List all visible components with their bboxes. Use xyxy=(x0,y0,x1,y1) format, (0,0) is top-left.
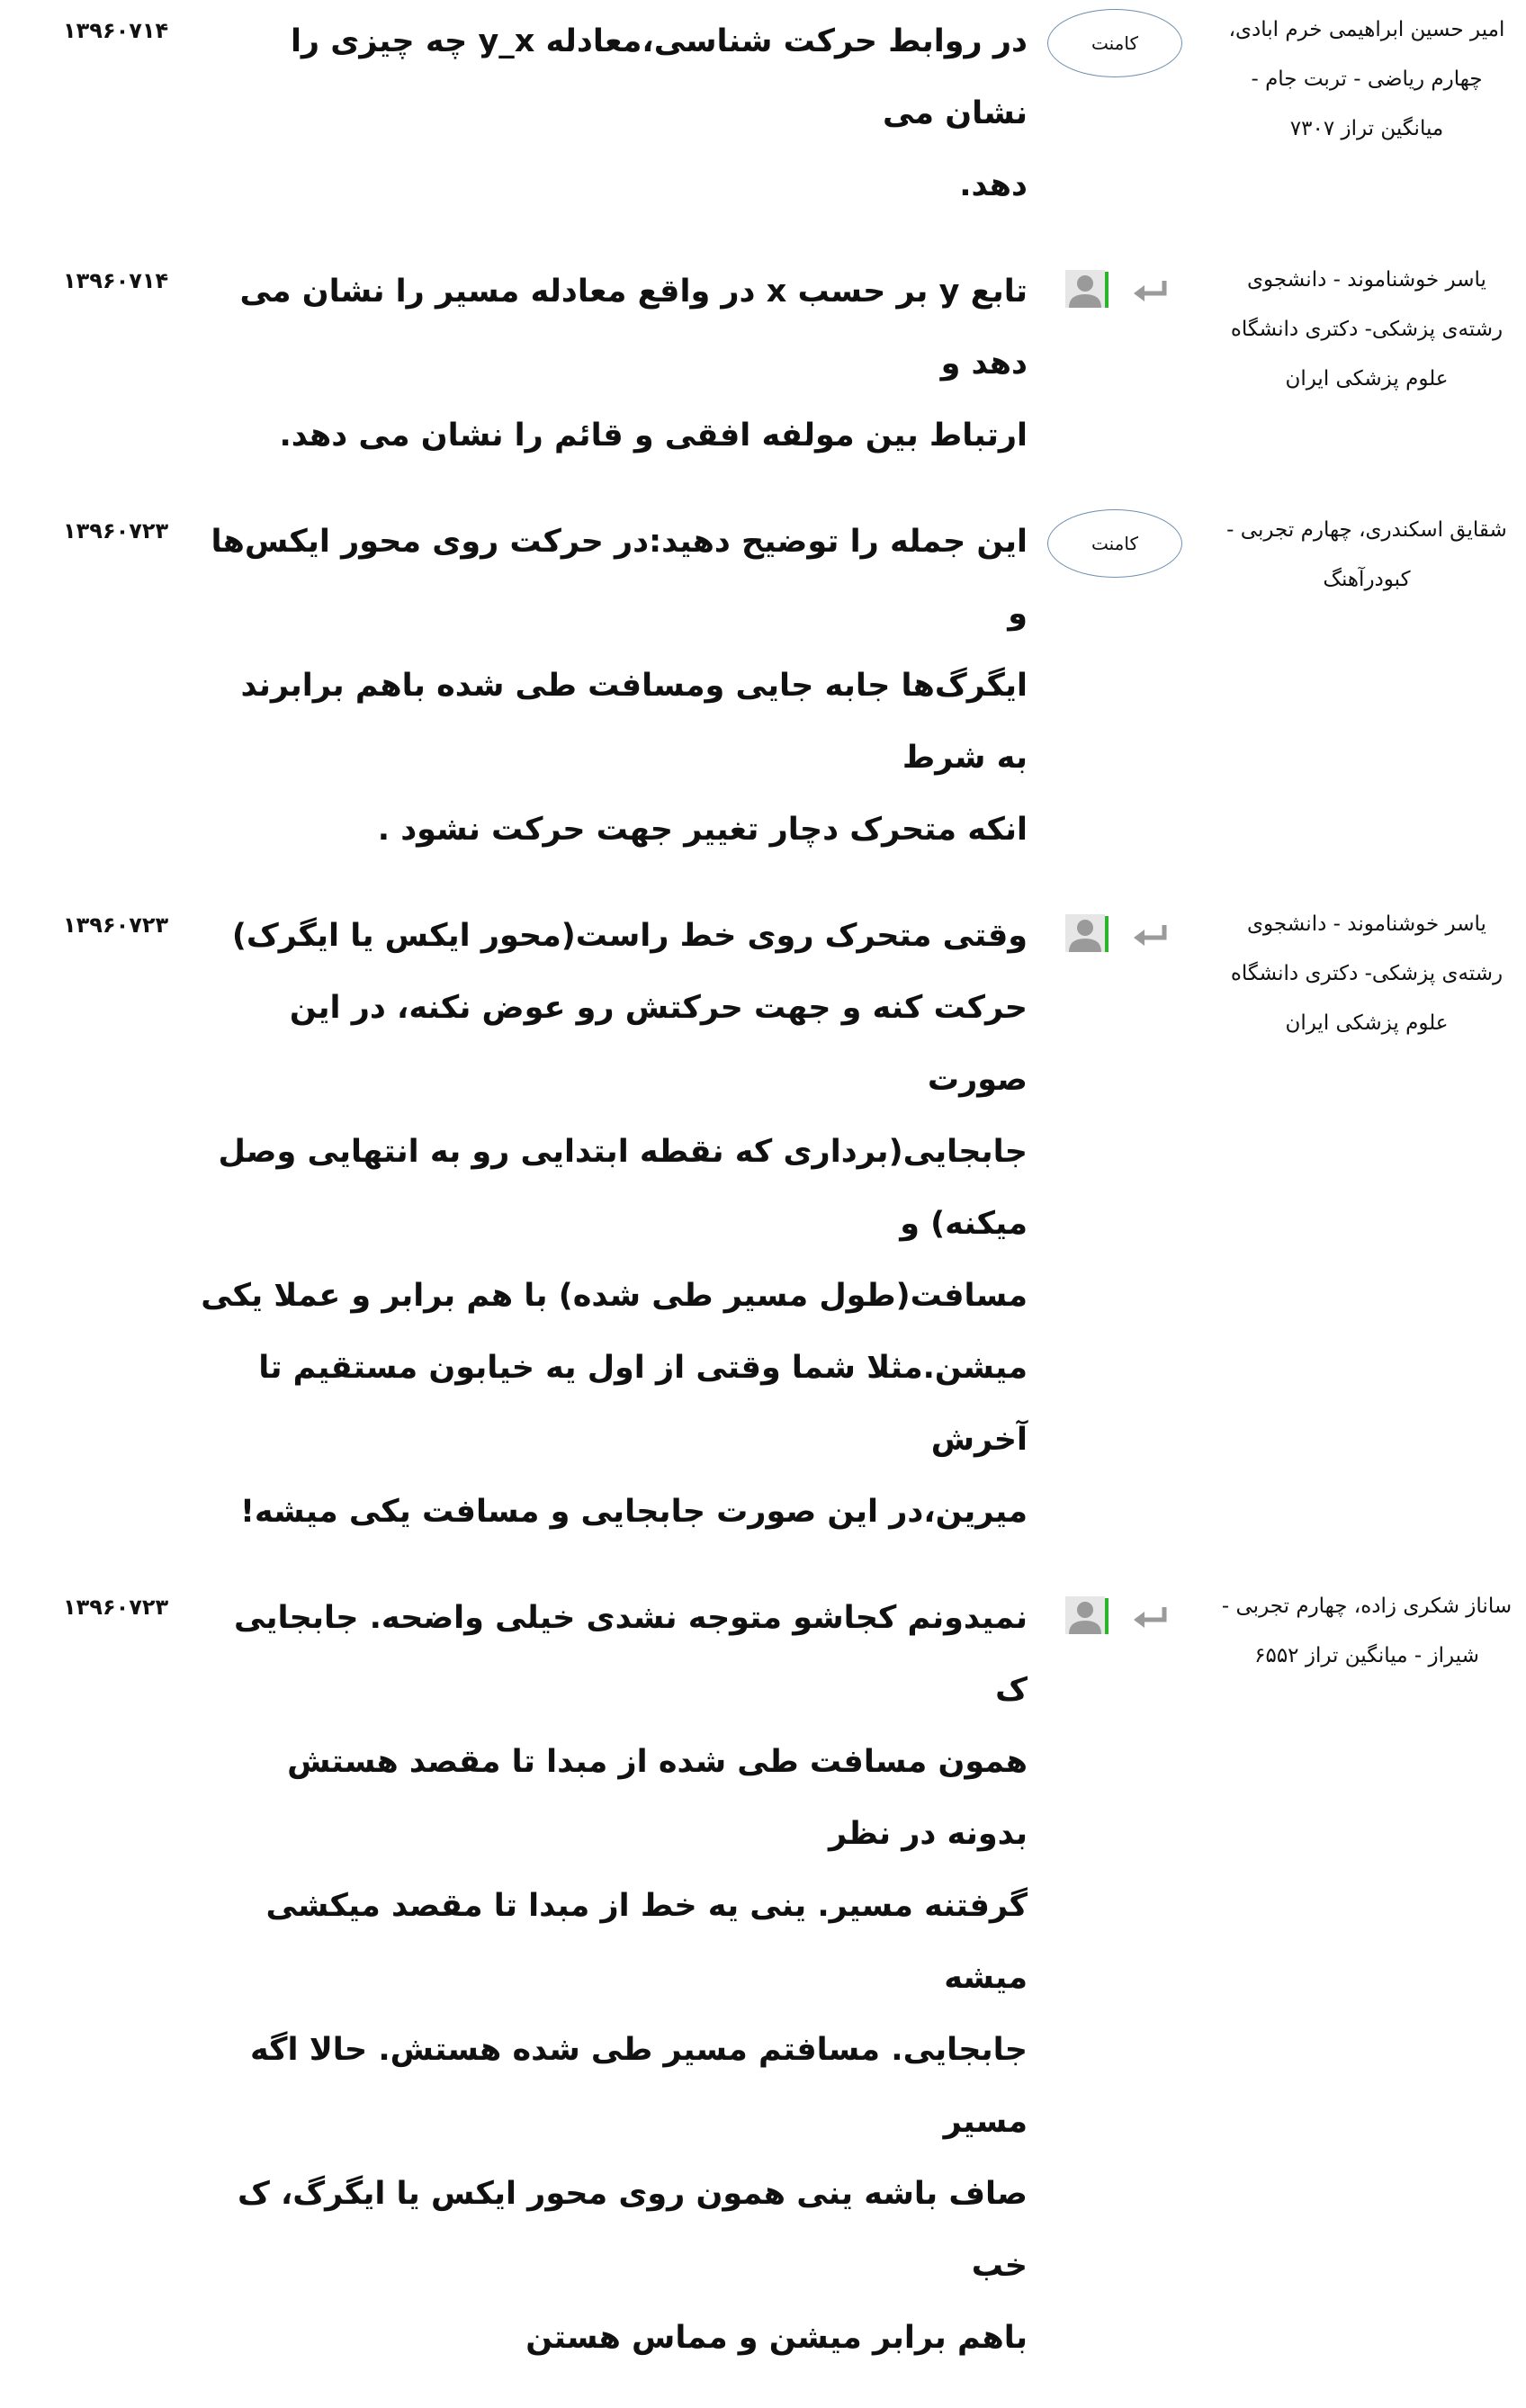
author-info xyxy=(1218,506,1515,605)
comment-text-line: صاف باشه ینی همون روی محور ایکس یا ایگرگ، ک خب xyxy=(237,2176,1028,2284)
author-line: یاسر خوشناموند - دانشجوی xyxy=(1247,912,1486,936)
author-line: میانگین تراز ۷۳۰۷ xyxy=(1289,117,1444,140)
comment-text-line: تابع y بر حسب x در واقع معادله مسیر را نشان می دهد و xyxy=(239,274,1028,382)
author-line: رشته‌ی پزشکی- دکتری دانشگاه xyxy=(1230,318,1504,341)
comment-date: ۱۳۹۶۰۷۱۴ xyxy=(63,18,169,43)
comment-row xyxy=(0,256,1526,472)
reply-arrow-icon[interactable] xyxy=(1132,1602,1170,1629)
comment-actions xyxy=(1028,900,1207,972)
reply-arrow-icon[interactable] xyxy=(1132,275,1170,302)
comment-text-line: باهم برابر میشن و مماس هستن xyxy=(525,2320,1028,2356)
comment-text-line: این جمله را توضیح دهید:در حرکت روی محور ایکس‌ها و xyxy=(211,524,1028,632)
comment-button[interactable]: کامنت xyxy=(1047,509,1182,578)
author-line: رشته‌ی پزشکی- دکتری دانشگاه xyxy=(1230,962,1504,985)
comment-actions xyxy=(1028,1582,1207,1654)
author-info xyxy=(1218,256,1515,404)
comment-text-line: گرفتنه مسیر. ینی یه خط از مبدا تا مقصد میکشی میشه xyxy=(265,1888,1028,1996)
avatar-icon xyxy=(1065,270,1112,308)
comment-text-line: انکه متحرک دچار تغییر جهت حرکت نشود . xyxy=(377,812,1028,848)
comment-actions xyxy=(1028,5,1207,77)
comment-actions xyxy=(1028,256,1207,328)
comment-row xyxy=(0,506,1526,866)
comment-text xyxy=(200,256,1028,472)
comment-text-line: جابجایی. مسافتم مسیر طی شده هستش. حالا اگه مسیر xyxy=(249,2032,1028,2140)
comment-button[interactable]: کامنت xyxy=(1047,9,1182,77)
comment-date: ۱۳۹۶۰۷۲۳ xyxy=(63,912,169,938)
comment-text-line: همون مسافت طی شده از مبدا تا مقصد هستش بدونه در نظر xyxy=(287,1744,1028,1852)
author-line: علوم پزشکی ایران xyxy=(1285,367,1449,391)
avatar-icon xyxy=(1065,1596,1112,1634)
avatar-icon xyxy=(1065,914,1112,952)
comment-text-line: میرین،در این صورت جابجایی و مسافت یکی میشه! xyxy=(239,1494,1028,1530)
comment-date: ۱۳۹۶۰۷۲۳ xyxy=(63,518,169,544)
comment-row xyxy=(0,5,1526,221)
author-line: یاسر خوشناموند - دانشجوی xyxy=(1247,268,1486,292)
comment-date: ۱۳۹۶۰۷۱۴ xyxy=(63,268,169,293)
comment-text xyxy=(200,506,1028,866)
author-line: شقایق اسکندری، چهارم تجربی - xyxy=(1226,518,1507,542)
author-info xyxy=(1218,1582,1515,1681)
comment-date: ۱۳۹۶۰۷۲۳ xyxy=(63,1595,169,1620)
author-line: ساناز شکری زاده، چهارم تجربی - xyxy=(1221,1595,1513,1618)
comment-text xyxy=(200,900,1028,1548)
author-line: علوم پزشکی ایران xyxy=(1285,1011,1449,1035)
author-line: شیراز - میانگین تراز ۶۵۵۲ xyxy=(1254,1644,1479,1667)
comment-text-line: حرکت کنه و جهت حرکتش رو عوض نکنه، در این صورت xyxy=(289,990,1028,1098)
comment-row xyxy=(0,1582,1526,2374)
comment-row xyxy=(0,900,1526,1548)
comment-text-line: نمیدونم کجاشو متوجه نشدی خیلی واضحه. جابجایی ک xyxy=(233,1600,1028,1708)
comment-text-line: وقتی متحرک روی خط راست(محور ایکس یا ایگرک) xyxy=(231,918,1028,954)
comment-text-line: ایگرگ‌ها جابه جایی ومسافت طی شده باهم برابرند به شرط xyxy=(240,668,1028,776)
author-info xyxy=(1218,900,1515,1048)
comment-text-line: جابجایی(برداری که نقطه ابتدایی رو به انتهایی وصل میکنه) و xyxy=(218,1134,1028,1242)
comment-text-line: دهد. xyxy=(959,167,1028,203)
comment-text-line: ارتباط بین مولفه افقی و قائم را نشان می دهد. xyxy=(279,418,1028,454)
comment-text-line: مسافت(طول مسیر طی شده) با هم برابر و عملا یکی xyxy=(201,1278,1028,1314)
comment-actions xyxy=(1028,506,1207,578)
author-line: چهارم ریاضی - تربت جام - xyxy=(1251,67,1483,91)
author-line: کبودرآهنگ xyxy=(1323,568,1411,591)
comment-text-line: میشن.مثلا شما وقتی از اول یه خیابون مستقیم تا آخرش xyxy=(258,1350,1028,1458)
comment-text xyxy=(200,1582,1028,2374)
author-line: امیر حسین ابراهیمی خرم ابادی، xyxy=(1228,18,1505,41)
author-info xyxy=(1218,5,1515,154)
comment-text xyxy=(200,5,1028,221)
reply-arrow-icon[interactable] xyxy=(1132,920,1170,947)
comment-text-line: در روابط حرکت شناسی،معادله y_x چه چیزی را نشان می xyxy=(290,23,1028,131)
